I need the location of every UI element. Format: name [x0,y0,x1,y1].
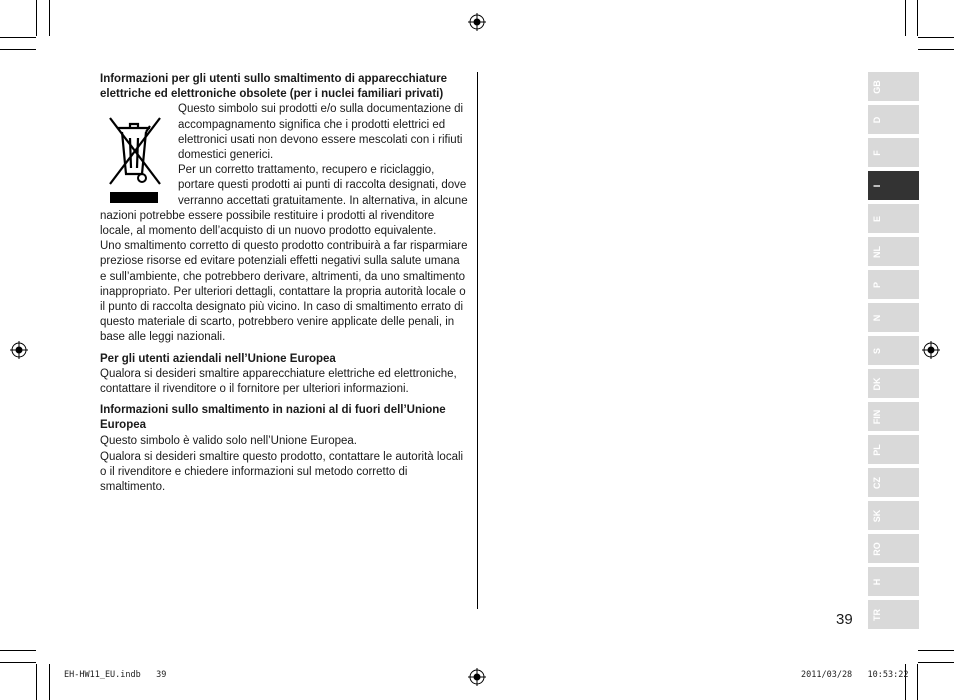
heading-business-users: Per gli utenti aziendali nell’Unione Europea [100,352,336,365]
tab-language-ro[interactable] [868,534,919,563]
tab-language-f[interactable] [868,138,919,167]
tab-language-s[interactable] [868,336,919,365]
tab-label: E [872,215,882,222]
tab-label: CZ [872,476,882,489]
tab-label: S [872,347,882,354]
tab-label: F [872,149,882,156]
registration-mark-icon [10,341,28,359]
tab-language-pl[interactable] [868,435,919,464]
tab-label: P [872,281,882,288]
tab-label: TR [872,608,882,621]
tab-language-n[interactable] [868,303,919,332]
footer-file-info: EH-HW11_EU.indb 39 [64,670,167,680]
language-tabs [868,72,919,633]
tab-language-tr[interactable] [868,600,919,629]
tab-label: D [872,116,882,123]
tab-label: NL [872,245,882,258]
crop-mark [918,662,954,663]
crop-mark [905,0,906,36]
crop-mark [917,664,918,700]
paragraph-correct-disposal: Uno smaltimento corretto di questo prodotto contribuirà a far risparmiare preziose risorse ed evitare potenziali effetti negativi sulla salute umana e sull’ambiente, che potrebbero derivare, altrimenti, da uno smaltimento inappropriato. Per ulteriori dettagli, contattare la propria autorità locale o il punto di raccolta designato più vicino. In caso di smaltimento errato di questo materiale di scarto, potrebbero venire applicate delle penali, in base alle leggi nazionali. [100,240,468,344]
tab-language-i[interactable] [868,171,919,200]
tab-label: SK [872,509,882,522]
crop-mark [918,49,954,50]
tab-label: DK [872,377,882,390]
page-number: 39 [836,611,853,628]
paragraph-business-users: Qualora si desideri smaltire apparecchiature elettriche ed elettroniche, contattare il rivenditore o il fornitore per ulteriori informazioni. [100,367,457,396]
tab-language-sk[interactable] [868,501,919,530]
registration-mark-icon [468,13,486,31]
paragraph-eu-only: Questo simbolo è valido solo nell’Unione Europea. [100,434,357,447]
crop-mark [918,650,954,651]
crop-mark [0,650,36,651]
tab-language-nl[interactable] [868,237,919,266]
paragraph-outside-eu: Qualora si desideri smaltire questo prodotto, contattare le autorità locali o il rivenditore e chiedere informazioni sul metodo corretto di smaltimento. [100,450,464,494]
tab-label: PL [872,443,882,456]
crop-mark [0,37,36,38]
crop-mark [49,664,50,700]
tab-language-dk[interactable] [868,369,919,398]
crop-mark [49,0,50,36]
crop-mark [0,662,36,663]
tab-language-e[interactable] [868,204,919,233]
tab-language-p[interactable] [868,270,919,299]
tab-language-cz[interactable] [868,468,919,497]
document-body [100,72,468,495]
registration-mark-icon [922,341,940,359]
crop-mark [917,0,918,36]
heading-household-disposal: Informazioni per gli utenti sullo smaltimento di apparecchiature elettriche ed elettroniche obsolete (per i nuclei familiari privati) [100,73,447,101]
heading-outside-eu: Informazioni sullo smaltimento in nazioni al di fuori dell’Unione Europea [100,404,446,432]
crop-mark [36,664,37,700]
paragraph-collection-points: Per un corretto trattamento, recupero e riciclaggio, portare questi prodotti ai punti di raccolta designati, dove verranno accettati gratuitamente. In alternativa, in alcune nazioni potrebbe essere possibile restituire i prodotti al rivenditore locale, al momento dell’acquisto di un nuovo prodotto equivalente. [100,164,468,238]
tab-language-gb[interactable] [868,72,919,101]
column-divider [477,72,478,609]
tab-language-fin[interactable] [868,402,919,431]
tab-label: FIN [872,409,882,424]
tab-language-d[interactable] [868,105,919,134]
crop-mark [36,0,37,36]
tab-label: I [872,184,882,187]
registration-mark-icon [468,668,486,686]
tab-language-h[interactable] [868,567,919,596]
tab-label: H [872,578,882,585]
footer-timestamp: 2011/03/28 10:53:22 [801,670,909,680]
crop-mark [918,37,954,38]
tab-label: GB [872,79,882,94]
crossed-out-wheelie-bin-icon [106,112,170,204]
crop-mark [0,49,36,50]
tab-label: RO [872,541,882,556]
tab-label: N [872,314,882,321]
paragraph-symbol-meaning: Questo simbolo sui prodotti e/o sulla documentazione di accompagnamento significa che i prodotti elettrici ed elettronici usati non devono essere mescolati con i rifiuti domestici generici. [178,103,464,162]
